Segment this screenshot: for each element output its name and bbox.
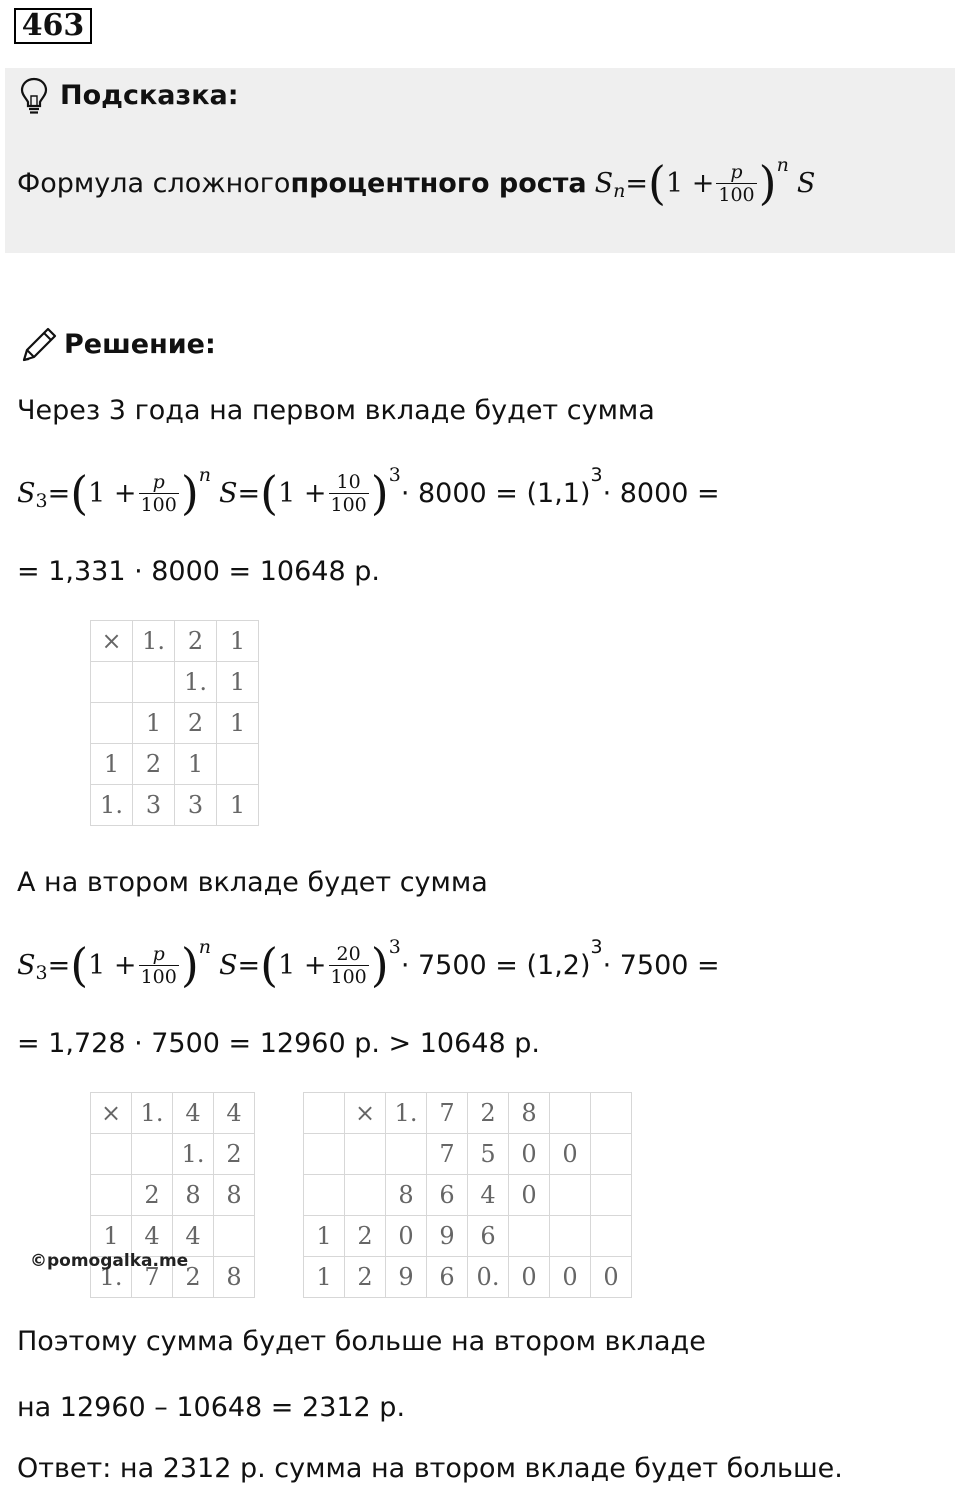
table-cell: × [91,1093,132,1134]
table-cell: 1 [91,1216,132,1257]
table-row [304,1175,632,1216]
table-cell: 1. [132,1093,173,1134]
table-cell: 6 [427,1257,468,1298]
table-cell: 4 [173,1216,214,1257]
table-row [304,1134,632,1175]
table-cell: 4 [132,1216,173,1257]
table-cell: 8 [509,1093,550,1134]
table-cell: 3 [175,785,217,826]
table-row [91,744,259,785]
table-cell: 1. [173,1134,214,1175]
table-row [91,1093,255,1134]
formula-1: S 3 = ( 1 + $\frac{p}{100}$ ) n S = ( 1 + $\frac{10}{100}$ ) 3 · 8000 = (1,1) 3 · 8000 = [17,464,720,520]
table-cell: 9 [386,1257,427,1298]
table-cell: 0 [509,1134,550,1175]
table-row [304,1093,632,1134]
table-cell [91,1175,132,1216]
table-cell: 2 [132,1175,173,1216]
table-cell [550,1175,591,1216]
table-cell: 1 [175,744,217,785]
solution-line-5: Поэтому сумма будет больше на втором вкладе [17,1326,706,1357]
table-cell: 1 [304,1257,345,1298]
table-cell: 7 [427,1134,468,1175]
table-row [91,621,259,662]
watermark: ©pomogalka.me [30,1251,189,1271]
table-cell: 0 [386,1216,427,1257]
hint-formula-line: Формула сложного процентного роста S n = ( 1 + $\frac{p}{100}$ ) n S [17,154,816,210]
table-row [91,1175,255,1216]
solution-title: Решение: [64,329,216,360]
table-cell [133,662,175,703]
table-cell [304,1134,345,1175]
table-cell: 2 [468,1093,509,1134]
table-cell: 1 [217,621,259,662]
table-cell [345,1134,386,1175]
table-cell: 8 [173,1175,214,1216]
solution-line-1: Через 3 года на первом вкладе будет сумма [17,395,655,426]
multiplication-table-1 [90,620,259,826]
table-cell [345,1175,386,1216]
table-cell [550,1216,591,1257]
table-cell: 0 [591,1257,632,1298]
table-cell: 4 [173,1093,214,1134]
solution-line-4: = 1,728 · 7500 = 12960 р. > 10648 р. [17,1028,540,1059]
table-cell: 5 [468,1134,509,1175]
table-cell [304,1093,345,1134]
table-cell [591,1134,632,1175]
table-cell: 2 [175,703,217,744]
hint-title: Подсказка: [60,80,239,111]
table-cell [91,1134,132,1175]
table-cell: 1 [217,785,259,826]
table-cell: 0. [468,1257,509,1298]
table-cell: 1. [91,1257,132,1298]
table-cell: 0 [509,1175,550,1216]
table-row [91,785,259,826]
table-cell: 8 [214,1175,255,1216]
table-row [304,1257,632,1298]
pencil-icon [18,324,60,366]
table-cell: 6 [427,1175,468,1216]
table-cell [91,703,133,744]
table-cell: 1. [91,785,133,826]
table-cell [386,1134,427,1175]
answer-line: Ответ: на 2312 р. сумма на втором вкладе будет больше. [17,1453,843,1484]
table-cell: 0 [550,1257,591,1298]
table-cell: 2 [175,621,217,662]
table-cell: 1 [304,1216,345,1257]
table-cell: 9 [427,1216,468,1257]
table-row [304,1216,632,1257]
formula-2: S 3 = ( 1 + $\frac{p}{100}$ ) n S = ( 1 + $\frac{20}{100}$ ) 3 · 7500 = (1,2) 3 · 7500 = [17,936,720,992]
table-cell: 1 [91,744,133,785]
table-cell: 0 [509,1257,550,1298]
table-cell [591,1175,632,1216]
multiplication-table-3 [303,1092,632,1298]
table-cell: 6 [468,1216,509,1257]
table-cell: 2 [173,1257,214,1298]
table-cell: 8 [386,1175,427,1216]
table-cell: 2 [214,1134,255,1175]
table-cell: 4 [214,1093,255,1134]
table-cell: 1. [175,662,217,703]
table-cell: 7 [132,1257,173,1298]
table-cell [591,1216,632,1257]
table-cell [509,1216,550,1257]
table-cell: 8 [214,1257,255,1298]
table-cell [132,1134,173,1175]
table-row [91,703,259,744]
solution-line-2: = 1,331 · 8000 = 10648 р. [17,556,380,587]
table-cell [91,662,133,703]
table-cell: 2 [345,1257,386,1298]
solution-line-6: на 12960 – 10648 = 2312 р. [17,1392,406,1423]
table-cell: 1 [217,662,259,703]
lightbulb-icon [18,76,50,116]
table-row [91,662,259,703]
table-cell: 0 [550,1134,591,1175]
table-cell [217,744,259,785]
table-cell [591,1093,632,1134]
problem-number: 463 [14,8,92,44]
table-cell: 3 [133,785,175,826]
table-cell [214,1216,255,1257]
table-cell [550,1093,591,1134]
table-cell: 1 [133,703,175,744]
table-cell [304,1175,345,1216]
table-cell: 2 [133,744,175,785]
table-cell: 4 [468,1175,509,1216]
table-cell: 2 [345,1216,386,1257]
table-row [91,1134,255,1175]
table-cell: × [91,621,133,662]
solution-line-3: А на втором вкладе будет сумма [17,867,488,898]
table-cell: 1 [217,703,259,744]
table-cell: 1. [386,1093,427,1134]
table-cell: 1. [133,621,175,662]
table-cell: 7 [427,1093,468,1134]
table-cell: × [345,1093,386,1134]
